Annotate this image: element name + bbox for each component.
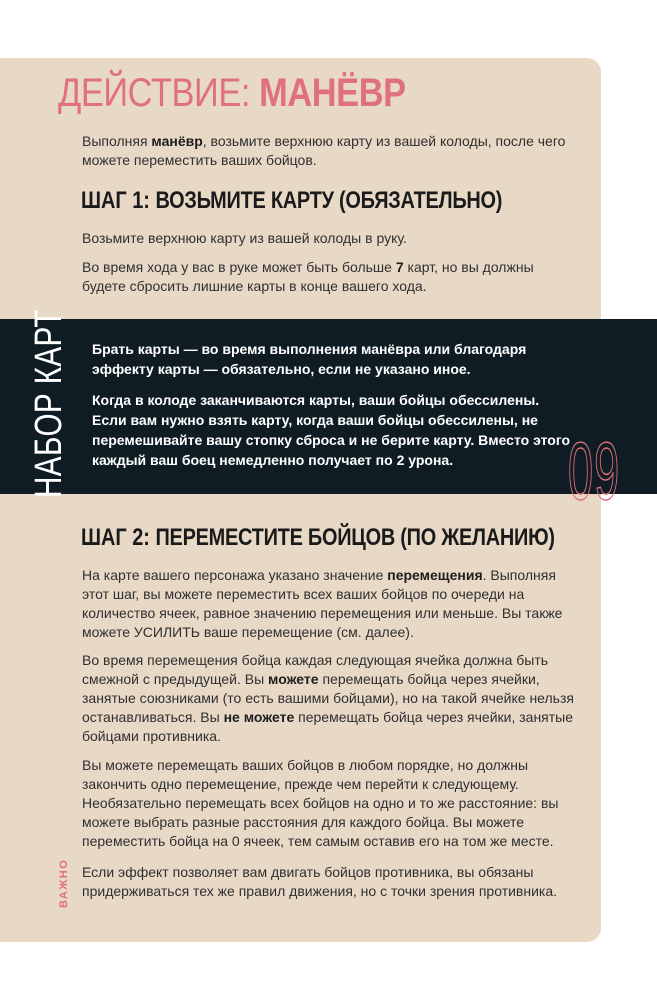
step2-number: ШАГ 2: — [81, 524, 156, 551]
keyword-can: можете — [268, 671, 319, 687]
keyword-maneuver: манёвр — [151, 133, 203, 149]
keyword-exhausted: обессилены — [449, 392, 536, 408]
section-side-label: НАБОР КАРТ — [28, 309, 70, 498]
step2-title: ПЕРЕМЕСТИТЕ БОЙЦОВ (ПО ЖЕЛАНИЮ) — [155, 524, 555, 551]
step2-paragraph-2: Во время перемещения бойца каждая следующая ячейка должна быть смежной с предыдущей. Вы можете перемещать бойца через ячейки, занятые союзниками (то есть вашими бойцами), но на такой ячейке нельзя останавливаться. Вы не можете перемещать бойца через ячейки, занятые бойцами противника. — [82, 652, 574, 744]
card-draw-paragraph-1: Брать карты — во время выполнения манёвра или благодаря эффекту карты — обязательно, если не указано иное. — [92, 341, 527, 377]
page-number: 09 — [568, 426, 621, 517]
step1-number: ШАГ 1: — [81, 187, 156, 214]
title-prefix: ДЕЙСТВИЕ: — [58, 71, 260, 115]
intro-paragraph: Выполняя манёвр, возьмите верхнюю карту из вашей колоды, после чего можете переместить ваших бойцов. — [82, 133, 566, 168]
step1-title: ВОЗЬМИТЕ КАРТУ (ОБЯЗАТЕЛЬНО) — [155, 187, 503, 214]
hand-limit: 7 — [395, 259, 404, 275]
keyword-cannot: не можете — [223, 709, 295, 725]
step2-paragraph-1: На карте вашего персонажа указано значение перемещения. Выполняя этот шаг, вы можете переместить всех ваших бойцов по очереди на количество ячеек, равное значению перемещения или меньше. Вы также можете УСИЛИТЬ ваше перемещение (см. далее). — [82, 567, 563, 640]
step1-heading — [81, 186, 502, 216]
step2-paragraph-3: Вы можете перемещать ваших бойцов в любом порядке, но должны закончить одно перемещение, прежде чем перейти к следующему. Необязательно перемещать всех бойцов на одно и то же расстояние: вы можете выбрать разные расстояния для каждого бойца. Вы можете переместить бойца на 0 ячеек, тем самым оставив его на том же месте. — [82, 757, 559, 849]
page-title — [58, 70, 406, 116]
important-paragraph: Если эффект позволяет вам двигать бойцов противника, вы обязаны придерживаться тех же правил движения, но с точки зрения противника. — [82, 864, 558, 899]
important-label: ВАЖНО — [58, 858, 70, 908]
damage-amount: 2 — [396, 452, 405, 468]
step1-paragraph-2: Во время хода у вас в руке может быть больше 7 карт, но вы должны будете сбросить лишние карты в конце вашего хода. — [82, 259, 534, 294]
keyword-movement: перемещения — [387, 567, 483, 583]
step2-heading — [81, 523, 555, 553]
title-action: МАНЁВР — [259, 71, 406, 115]
card-draw-sidebar — [0, 319, 657, 494]
card-draw-paragraph-2: Когда в колоде заканчиваются карты, ваши бойцы обессилены. Если вам нужно взять карту, когда ваши бойцы обессилены, не перемешивайте вашу стопку сброса и не берите карту. Вместо этого каждый ваш боец немедленно получает по 2 урона. — [92, 392, 571, 468]
step1-paragraph-1: Возьмите верхнюю карту из вашей колоды в руку. — [82, 230, 407, 246]
